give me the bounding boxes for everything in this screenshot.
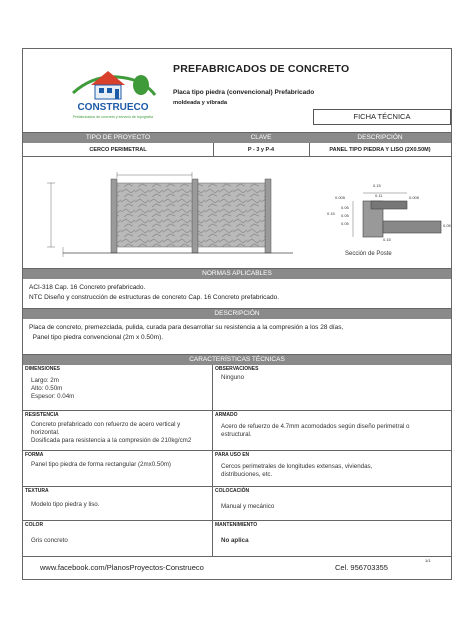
normas-title: NORMAS APLICABLES (23, 269, 451, 279)
value-clave: P - 3 y P-4 (247, 147, 275, 153)
logo-tagline: Prefabricados de concreto y servicio de topografía (72, 115, 154, 119)
dimension-espesor: Espesor: 0.04m (31, 393, 75, 400)
forma-cell (23, 451, 213, 487)
resistencia-line: Dosificada para resistencia a la compresión de 210kg/cm2 (31, 437, 192, 444)
header-clave: CLAVE (250, 134, 272, 141)
dim-label: 0.05 (341, 205, 349, 210)
construeco-logo (63, 55, 163, 125)
section-caption: Sección de Poste (345, 251, 392, 257)
value-tipo: CERCO PERIMETRAL (89, 147, 147, 153)
caracteristicas-title: CARACTERÍSTICAS TÉCNICAS (23, 355, 451, 365)
normas-body (23, 279, 451, 309)
technical-sheet (22, 48, 452, 580)
descripcion-line: Placa de concreto, premezclada, pulida, curada para desarrollar su resistencia a la compresión a los 28 días, (29, 324, 344, 331)
armado-cell (213, 411, 451, 451)
resistencia-line: Concreto prefabricado con refuerzo de acero vertical y (31, 421, 181, 428)
resistencia-line: horizontal. (31, 429, 60, 436)
logo-wordmark: CONSTRUECO (77, 102, 149, 113)
mantenimiento-cell (213, 521, 451, 557)
footer-facebook-link[interactable]: www.facebook.com/PlanosProyectos-Construeco (40, 563, 204, 572)
dim-label: 0.05 (341, 221, 349, 226)
dim-label: 0.15 (327, 211, 335, 216)
dim-label: 0.15 (373, 183, 381, 188)
uso-line: Cercos perimetrales de longitudes extensas, viviendas, (221, 463, 373, 470)
post-section-detail (327, 183, 451, 257)
uso-line: distribuciones, etc. (221, 471, 273, 478)
dim-label: 0.11 (375, 193, 383, 198)
header-descripcion: DESCRIPCIÓN (357, 134, 403, 141)
fence-elevation (47, 172, 293, 257)
textura-cell (23, 487, 213, 521)
textura-value: Modelo tipo piedra y liso. (31, 501, 100, 508)
observaciones-value: Ninguno (221, 374, 245, 381)
uso-cell (213, 451, 451, 487)
descripcion-line: Panel tipo piedra convencional (2m x 0.50m). (29, 333, 164, 341)
dim-label: 0.005 (409, 195, 420, 200)
mantenimiento-value: No aplica (221, 537, 249, 544)
color-label: COLOR (25, 522, 44, 528)
value-descripcion: PANEL TIPO PIEDRA Y LISO (2X0.50M) (329, 147, 431, 153)
armado-line: estructural. (221, 431, 252, 438)
dimension-alto: Alto: 0.50m (31, 385, 63, 392)
dim-label: 0.005 (335, 195, 346, 200)
forma-label: FORMA (25, 452, 44, 458)
normas-line: NTC Diseño y construcción de estructuras de concreto Cap. 16 Concreto prefabricado. (29, 293, 280, 301)
observaciones-cell (213, 365, 451, 411)
color-value: Gris concreto (31, 537, 68, 544)
dim-label: 0.05 (443, 223, 451, 228)
dimensiones-cell (23, 365, 213, 411)
mantenimiento-label: MANTENIMIENTO (215, 522, 258, 528)
descripcion-body (23, 319, 451, 355)
color-cell (23, 521, 213, 557)
resistencia-cell (23, 411, 213, 451)
product-name: Placa tipo piedra (convencional) Prefabricado (173, 89, 315, 96)
ficha-tecnica-label: FICHA TÉCNICA (313, 109, 451, 125)
descripcion-title: DESCRIPCIÓN (23, 309, 451, 319)
armado-label: ARMADO (215, 412, 238, 418)
header-tipo: TIPO DE PROYECTO (85, 134, 151, 141)
page-title: PREFABRICADOS DE CONCRETO (173, 63, 350, 75)
dimension-largo: Largo: 2m (31, 377, 59, 384)
project-table-header (23, 133, 451, 143)
observaciones-label: OBSERVACIONES (215, 366, 259, 372)
technical-drawing (23, 157, 451, 269)
armado-line: Acero de refuerzo de 4.7mm acomodados según diseño perimetral o (221, 423, 410, 430)
forma-value: Panel tipo piedra de forma rectangular (2mx0.50m) (31, 461, 171, 468)
footer-phone: Cel. 956703355 (335, 563, 388, 572)
colocacion-cell (213, 487, 451, 521)
sheet-header (23, 49, 451, 133)
product-process: moldeada y vibrada (173, 100, 228, 106)
textura-label: TEXTURA (25, 488, 49, 494)
colocacion-label: COLOCACIÓN (215, 488, 250, 494)
page-number: 1/1 (425, 558, 431, 563)
colocacion-value: Manual y mecánico (221, 503, 275, 510)
resistencia-label: RESISTENCIA (25, 412, 59, 418)
project-table-row (23, 143, 451, 157)
dim-label: 0.05 (341, 213, 349, 218)
normas-line: ACI-318 Cap. 16 Concreto prefabricado. (29, 284, 146, 291)
dim-label: 0.15 (383, 237, 391, 242)
dimensiones-label: DIMENSIONES (25, 366, 61, 372)
uso-label: PARA USO EN (215, 452, 250, 458)
